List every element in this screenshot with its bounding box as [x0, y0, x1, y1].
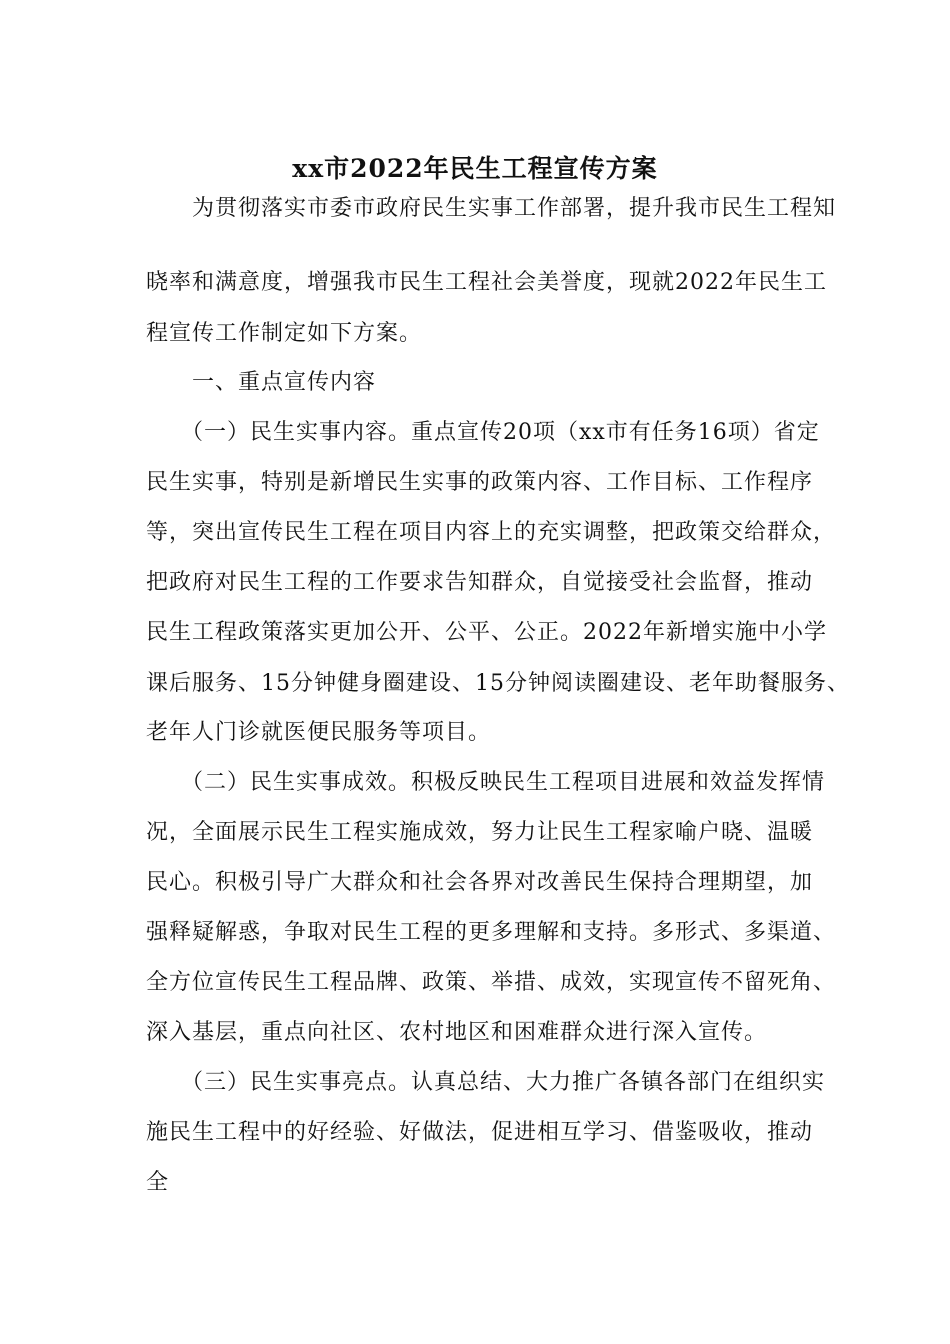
paragraph-line: 为贯彻落实市委市政府民生实事工作部署，提升我市民生工程知 — [146, 196, 837, 221]
paragraph-line: 把政府对民生工程的工作要求告知群众，自觉接受社会监督，推动 — [146, 570, 814, 595]
paragraph-line: 老年人门诊就医便民服务等项目。 — [146, 720, 492, 745]
paragraph-line: 全方位宣传民生工程品牌、政策、举措、成效，实现宣传不留死角、 — [146, 970, 837, 995]
paragraph-line: 民生实事，特别是新增民生实事的政策内容、工作目标、工作程序 — [146, 470, 814, 495]
section-heading: 一、重点宣传内容 — [146, 370, 377, 395]
paragraph-line: 晓率和满意度，增强我市民生工程社会美誉度，现就2022年民生工 — [146, 270, 827, 295]
paragraph-line: 全 — [146, 1170, 170, 1195]
paragraph-line: 况，全面展示民生工程实施成效，努力让民生工程家喻户晓、温暖 — [146, 820, 814, 845]
paragraph-line: 程宣传工作制定如下方案。 — [146, 321, 423, 346]
paragraph-line: 深入基层，重点向社区、农村地区和困难群众进行深入宣传。 — [146, 1020, 768, 1045]
paragraph-line: （一）民生实事内容。重点宣传20项（xx市有任务16项）省定 — [146, 420, 820, 445]
paragraph-line: 民心。积极引导广大群众和社会各界对改善民生保持合理期望，加 — [146, 870, 814, 895]
paragraph-line: 民生工程政策落实更加公开、公平、公正。2022年新增实施中小学 — [146, 620, 827, 645]
paragraph-line: （三）民生实事亮点。认真总结、大力推广各镇各部门在组织实 — [146, 1070, 826, 1095]
paragraph-line: 课后服务、15分钟健身圈建设、15分钟阅读圈建设、老年助餐服务、 — [146, 671, 850, 696]
paragraph-line: 施民生工程中的好经验、好做法，促进相互学习、借鉴吸收，推动 — [146, 1120, 814, 1145]
paragraph-line: （二）民生实事成效。积极反映民生工程项目进展和效益发挥情 — [146, 770, 826, 795]
paragraph-line: 等，突出宣传民生工程在项目内容上的充实调整，把政策交给群众， — [146, 520, 837, 545]
paragraph-line: 强释疑解惑，争取对民生工程的更多理解和支持。多形式、多渠道、 — [146, 920, 837, 945]
document-title: xx市2022年民生工程宣传方案 — [292, 154, 658, 183]
